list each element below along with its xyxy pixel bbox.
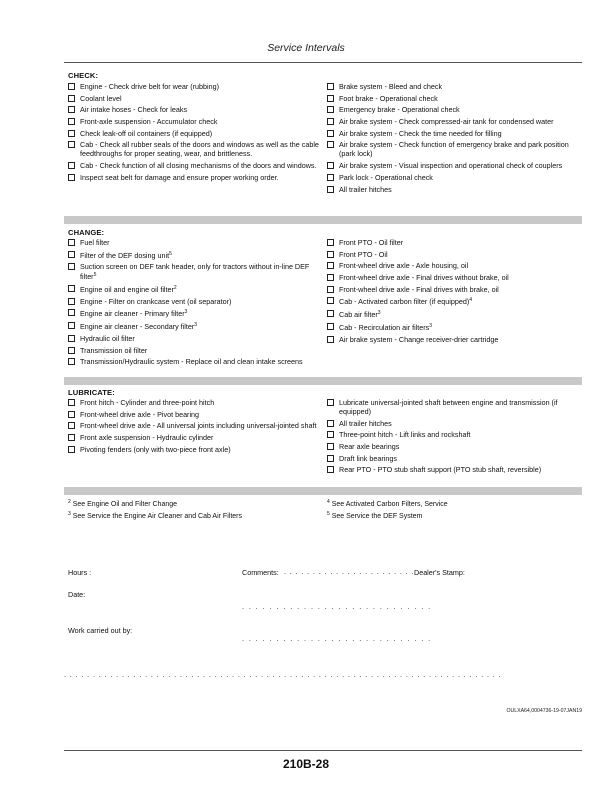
footnote-reference: 3 bbox=[194, 322, 198, 329]
checklist-item bbox=[327, 161, 585, 170]
checklist-item bbox=[68, 334, 326, 343]
checkbox[interactable] bbox=[68, 446, 75, 453]
footnote-2 bbox=[68, 498, 177, 509]
checklist-item-label: Cab air filter bbox=[339, 310, 378, 320]
checklist-item bbox=[327, 285, 585, 294]
checklist-item bbox=[68, 238, 326, 247]
lubricate-left-list bbox=[68, 398, 326, 456]
change-left-list bbox=[68, 238, 326, 369]
checklist-item bbox=[327, 273, 585, 282]
checkbox[interactable] bbox=[68, 239, 75, 246]
footnote-mark: 4 bbox=[327, 499, 330, 505]
footnote-reference: 5 bbox=[93, 272, 97, 279]
checkbox[interactable] bbox=[327, 297, 334, 304]
checklist-item bbox=[68, 433, 326, 442]
checkbox[interactable] bbox=[68, 174, 75, 181]
checkbox[interactable] bbox=[327, 83, 334, 90]
signature-dotted-line[interactable]: . . . . . . . . . . . . . . . . . . . . . . . . . . . . . . . . . . . . . . . . . . . . . . . . . . . . . . . . . . . . . . . . . . . . . . . . . . . . bbox=[64, 670, 502, 679]
reference-code: OULXA64,0004736-19-07JAN19 bbox=[506, 708, 582, 714]
change-right-list bbox=[327, 238, 585, 346]
lubricate-right-list bbox=[327, 398, 585, 477]
checkbox[interactable] bbox=[68, 141, 75, 148]
checklist-item-label: Front-wheel drive axle - Axle housing, oil bbox=[339, 261, 469, 271]
checklist-item bbox=[327, 465, 585, 474]
checklist-item-label: Park lock - Operational check bbox=[339, 172, 433, 182]
checklist-item bbox=[327, 185, 585, 194]
footnote-4 bbox=[327, 498, 448, 509]
checklist-item-label: Rear axle bearings bbox=[339, 442, 400, 452]
checklist-item-label: All trailer hitches bbox=[339, 418, 392, 428]
checklist-item bbox=[68, 308, 326, 318]
checkbox[interactable] bbox=[68, 411, 75, 418]
checklist-item-label: Front PTO - Oil filter bbox=[339, 238, 404, 247]
checklist-item bbox=[327, 140, 585, 158]
checklist-item bbox=[327, 117, 585, 126]
footnote-text: See Engine Oil and Filter Change bbox=[72, 501, 178, 508]
hours-label: Hours : bbox=[68, 568, 92, 577]
checklist-item-label: Brake system - Bleed and check bbox=[339, 82, 443, 91]
page-number: 210B-28 bbox=[282, 757, 330, 771]
checklist-item-label: Front PTO - Oil bbox=[339, 249, 388, 259]
checklist-item-label: Lubricate universal-jointed shaft between engine and transmission (if equipped) bbox=[339, 398, 558, 416]
checklist-item bbox=[327, 173, 585, 182]
footer-rule bbox=[64, 750, 582, 751]
checkbox[interactable] bbox=[68, 263, 75, 270]
comments-dotted-line[interactable]: . . . . . . . . . . . . . . . . . . . . . . . . . bbox=[284, 567, 426, 576]
checkbox[interactable] bbox=[327, 431, 334, 438]
footnote-3 bbox=[68, 510, 242, 521]
checklist-item-label: All trailer hitches bbox=[339, 184, 392, 194]
checklist-item-label: Air brake system - Check compressed-air tank for condensed water bbox=[339, 117, 554, 127]
checklist-item-label: Engine - Filter on crankcase vent (oil separator) bbox=[80, 296, 232, 306]
footnote-reference: 2 bbox=[173, 285, 177, 292]
checklist-item bbox=[68, 357, 326, 366]
checkbox[interactable] bbox=[327, 310, 334, 317]
checklist-item-label: Engine air cleaner - Primary filter bbox=[80, 309, 185, 319]
checklist-item bbox=[68, 250, 326, 260]
checklist-item bbox=[327, 419, 585, 428]
checkbox[interactable] bbox=[68, 162, 75, 169]
section-separator-band bbox=[64, 216, 582, 224]
checkbox[interactable] bbox=[68, 130, 75, 137]
checklist-item bbox=[327, 322, 585, 332]
checkbox[interactable] bbox=[68, 347, 75, 354]
checklist-item-label: Three-point hitch - Lift links and rockshaft bbox=[339, 430, 471, 440]
checkbox[interactable] bbox=[327, 130, 334, 137]
checkbox[interactable] bbox=[327, 106, 334, 113]
checkbox[interactable] bbox=[68, 434, 75, 441]
checklist-item bbox=[68, 398, 326, 407]
checklist-item-label: Air brake system - Change receiver-drier cartridge bbox=[339, 334, 499, 344]
work-carried-out-label: Work carried out by: bbox=[68, 626, 133, 635]
checklist-item-label: Transmission oil filter bbox=[80, 345, 148, 355]
checkbox[interactable] bbox=[68, 285, 75, 292]
checklist-item-label: Cab - Check all rubber seals of the doors and windows as well as the cable feedthroughs for proper seating, wear, and brittleness. bbox=[80, 140, 319, 159]
checkbox[interactable] bbox=[68, 399, 75, 406]
checklist-item bbox=[68, 129, 326, 138]
checklist-item-label: Air brake system - Check the time needed for filling bbox=[339, 128, 502, 138]
checklist-item-label: Air brake system - Visual inspection and operational check of couplers bbox=[339, 161, 563, 171]
checklist-item-label: Engine oil and engine oil filter bbox=[80, 285, 174, 295]
checklist-item-label: Suction screen on DEF tank header, only for tractors without in-line DEF filter bbox=[80, 262, 310, 282]
checkbox[interactable] bbox=[327, 420, 334, 427]
checkbox[interactable] bbox=[68, 118, 75, 125]
checklist-item bbox=[68, 94, 326, 103]
checkbox[interactable] bbox=[327, 239, 334, 246]
footnote-mark: 5 bbox=[327, 511, 330, 517]
checkbox[interactable] bbox=[68, 422, 75, 429]
checklist-item-label: Front-axle suspension - Accumulator check bbox=[80, 117, 218, 127]
footnote-reference: 3 bbox=[377, 310, 381, 317]
checklist-item-label: Draft link bearings bbox=[339, 453, 397, 463]
checkbox[interactable] bbox=[327, 262, 334, 269]
checkbox[interactable] bbox=[327, 323, 334, 330]
checkbox[interactable] bbox=[327, 286, 334, 293]
checkbox[interactable] bbox=[68, 83, 75, 90]
checklist-item-label: Cab - Activated carbon filter (if equipped) bbox=[339, 297, 470, 307]
checklist-item bbox=[68, 346, 326, 355]
checkbox[interactable] bbox=[68, 251, 75, 258]
footnote-text: See Activated Carbon Filters, Service bbox=[331, 501, 448, 508]
checkbox[interactable] bbox=[327, 443, 334, 450]
checklist-item bbox=[68, 262, 326, 281]
header-rule bbox=[64, 62, 582, 63]
checklist-item-label: Engine air cleaner - Secondary filter bbox=[80, 322, 195, 332]
checklist-item-label: Hydraulic oil filter bbox=[80, 333, 135, 343]
comments-label: Comments: bbox=[242, 568, 279, 577]
checklist-item bbox=[327, 261, 585, 270]
checklist-item-label: Front hitch - Cylinder and three-point hitch bbox=[80, 398, 215, 407]
checkbox[interactable] bbox=[327, 141, 334, 148]
checkbox[interactable] bbox=[68, 322, 75, 329]
checklist-item-label: Pivoting fenders (only with two-piece front axle) bbox=[80, 444, 231, 454]
checkbox[interactable] bbox=[68, 298, 75, 305]
checklist-item bbox=[327, 430, 585, 439]
checklist-item-label: Front-wheel drive axle - Final drives with brake, oil bbox=[339, 284, 499, 294]
checklist-item-label: Front-wheel drive axle - Final drives without brake, oil bbox=[339, 273, 509, 283]
checklist-item-label: Check leak-off oil containers (if equipped) bbox=[80, 128, 213, 138]
checkbox[interactable] bbox=[327, 95, 334, 102]
checkbox[interactable] bbox=[327, 336, 334, 343]
checklist-item-label: Air brake system - Check function of emergency brake and park position (park lock) bbox=[339, 140, 569, 159]
checklist-item-label: Coolant level bbox=[80, 93, 122, 103]
checklist-item bbox=[68, 82, 326, 91]
checklist-item-label: Front-wheel drive axle - All universal joints including universal-jointed shaft bbox=[80, 421, 317, 431]
checklist-item-label: Emergency brake - Operational check bbox=[339, 105, 460, 115]
checklist-item bbox=[327, 129, 585, 138]
checklist-item bbox=[68, 173, 326, 182]
checklist-item bbox=[327, 309, 585, 319]
work-dotted-line[interactable]: . . . . . . . . . . . . . . . . . . . . . . . . . . . . bbox=[242, 634, 432, 643]
footnote-reference: 5 bbox=[169, 250, 172, 257]
checklist-item bbox=[327, 442, 585, 451]
section-separator-band bbox=[64, 377, 582, 385]
checklist-item bbox=[327, 238, 585, 247]
checklist-item bbox=[68, 421, 326, 430]
checklist-item bbox=[327, 296, 585, 306]
checklist-item bbox=[68, 117, 326, 126]
checklist-item bbox=[68, 105, 326, 114]
checkbox[interactable] bbox=[327, 455, 334, 462]
checklist-item-label: Air intake hoses - Check for leaks bbox=[80, 105, 188, 115]
checkbox[interactable] bbox=[327, 118, 334, 125]
checklist-item bbox=[68, 321, 326, 331]
checklist-item bbox=[327, 335, 585, 344]
checklist-item-label: Front axle suspension - Hydraulic cylinder bbox=[80, 433, 214, 443]
footnote-5 bbox=[327, 510, 422, 521]
date-label: Date: bbox=[68, 590, 86, 599]
checklist-item bbox=[327, 82, 585, 91]
checkbox[interactable] bbox=[68, 106, 75, 113]
footnote-reference: 3 bbox=[429, 322, 433, 329]
checklist-item-label: Engine - Check drive belt for wear (rubbing) bbox=[80, 82, 220, 91]
checklist-item bbox=[327, 94, 585, 103]
checklist-item-label: Filter of the DEF dosing unit bbox=[80, 250, 170, 260]
checklist-item-label: Rear PTO - PTO stub shaft support (PTO stub shaft, reversible) bbox=[339, 465, 542, 475]
footnote-reference: 3 bbox=[184, 309, 188, 316]
checklist-item-label: Front-wheel drive axle - Pivot bearing bbox=[80, 409, 200, 419]
checklist-item bbox=[327, 105, 585, 114]
check-right-list bbox=[327, 82, 585, 196]
check-section-title: CHECK: bbox=[68, 71, 99, 80]
checklist-item-label: Foot brake - Operational check bbox=[339, 93, 438, 103]
footnote-reference: 4 bbox=[469, 297, 473, 304]
checkbox[interactable] bbox=[327, 274, 334, 281]
footnote-mark: 2 bbox=[68, 499, 71, 505]
checkbox[interactable] bbox=[327, 466, 334, 473]
checkbox[interactable] bbox=[327, 162, 334, 169]
section-separator-band bbox=[64, 487, 582, 495]
checklist-item bbox=[68, 161, 326, 170]
footnote-text: See Service the Engine Air Cleaner and Cab Air Filters bbox=[72, 513, 242, 520]
change-section-title: CHANGE: bbox=[68, 228, 105, 237]
checklist-item bbox=[68, 140, 326, 158]
checklist-item-label: Cab - Recirculation air filters bbox=[339, 322, 430, 332]
checklist-item-label: Inspect seat belt for damage and ensure proper working order. bbox=[80, 172, 279, 182]
checkbox[interactable] bbox=[327, 186, 334, 193]
checklist-item bbox=[327, 250, 585, 259]
checkbox[interactable] bbox=[68, 95, 75, 102]
page-header-title: Service Intervals bbox=[267, 42, 345, 54]
checklist-item-label: Transmission/Hydraulic system - Replace oil and clean intake screens bbox=[80, 357, 303, 367]
date-dotted-line[interactable]: . . . . . . . . . . . . . . . . . . . . . . . . . . . . bbox=[242, 602, 432, 611]
checklist-item bbox=[68, 410, 326, 419]
checklist-item bbox=[68, 284, 326, 294]
checkbox[interactable] bbox=[327, 174, 334, 181]
checklist-item-label: Fuel filter bbox=[80, 238, 110, 247]
checklist-item bbox=[68, 297, 326, 306]
footnote-text: See Service the DEF System bbox=[331, 513, 423, 520]
checklist-item-label: Cab - Check function of all closing mechanisms of the doors and windows. bbox=[80, 161, 317, 171]
checkbox[interactable] bbox=[68, 309, 75, 316]
checklist-item bbox=[327, 398, 585, 416]
checkbox[interactable] bbox=[68, 335, 75, 342]
checkbox[interactable] bbox=[68, 358, 75, 365]
checklist-item bbox=[68, 445, 326, 454]
checkbox[interactable] bbox=[327, 251, 334, 258]
footnote-mark: 3 bbox=[68, 511, 71, 517]
checklist-item bbox=[327, 454, 585, 463]
dealer-stamp-label: Dealer's Stamp: bbox=[414, 568, 465, 577]
check-left-list bbox=[68, 82, 326, 185]
checkbox[interactable] bbox=[327, 399, 334, 406]
lubricate-section-title: LUBRICATE: bbox=[68, 388, 115, 397]
